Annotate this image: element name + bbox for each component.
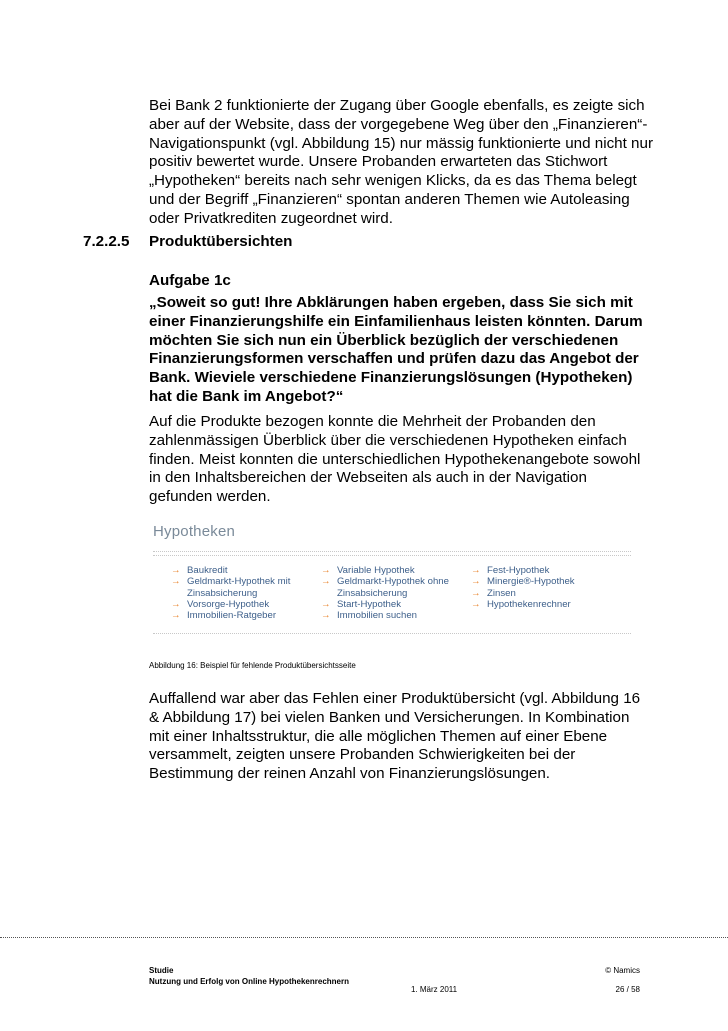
figure-column	[169, 565, 319, 621]
figure-link-hypothekenrechner[interactable]: → Hypothekenrechner	[471, 598, 571, 610]
closing-paragraph	[149, 690, 649, 784]
figure-divider	[153, 551, 631, 552]
arrow-right-icon: →	[321, 610, 331, 622]
arrow-right-icon: →	[171, 576, 181, 588]
footer-subtitle: Nutzung und Erfolg von Online Hypothekenrechnern	[149, 977, 350, 986]
arrow-right-icon: →	[471, 587, 481, 599]
figure-link-start[interactable]: → Start-Hypothek	[321, 598, 401, 610]
section-number: 7.2.2.5	[83, 233, 130, 250]
text-line: Bank. Wieviele verschiedene Finanzierungslösungen (Hypotheken)	[149, 369, 633, 387]
arrow-right-icon: →	[321, 598, 331, 610]
arrow-right-icon: →	[321, 576, 331, 588]
figure-link-sub[interactable]: Zinsabsicherung	[337, 587, 408, 599]
text-line: & Abbildung 17) bei vielen Banken und Versicherungen. In Kombination	[149, 708, 630, 726]
arrow-right-icon: →	[171, 598, 181, 610]
text-line: in den Inhaltsbereichen der Webseiten als auch in der Navigation	[149, 469, 587, 487]
text-line: möchten Sie sich nun ein Überblick bezüglich der verschiedenen	[149, 331, 619, 349]
text-line: und der Begriff „Finanzieren“ spontan anderen Themen wie Autoleasing	[149, 190, 630, 208]
figure-link-fest[interactable]: → Fest-Hypothek	[471, 565, 550, 576]
figure-caption: Abbildung 16: Beispiel für fehlende Produktübersichtsseite	[149, 661, 356, 670]
arrow-right-icon: →	[471, 576, 481, 588]
text-line: Auffallend war aber das Fehlen einer Produktübersicht (vgl. Abbildung 16	[149, 690, 641, 707]
text-line: Bestimmung der reinen Anzahl von Finanzierungslösungen.	[149, 765, 551, 783]
text-line: finden. Meist konnten die unterschiedlichen Hypothekenangebote sowohl	[149, 450, 641, 468]
task-quote	[149, 294, 649, 407]
text-line: positiv bewertet wurde. Unsere Probanden erwarteten das Stichwort	[149, 153, 608, 171]
text-line: gefunden werden.	[149, 488, 271, 506]
figure-link-zinsen[interactable]: → Zinsen	[471, 587, 516, 599]
figure-link-sub[interactable]: Zinsabsicherung	[187, 587, 258, 599]
arrow-right-icon: →	[171, 610, 181, 622]
intro-paragraph	[149, 97, 654, 229]
text-line: mit einer Inhaltsstruktur, die alle möglichen Themen auf einer Ebene	[149, 727, 608, 745]
arrow-right-icon: →	[321, 565, 331, 576]
text-line: Auf die Produkte bezogen konnte die Mehrheit der Probanden den	[149, 413, 596, 430]
text-line: oder Privatkrediten zugeordnet wird.	[149, 209, 393, 227]
text-line: „Soweit so gut! Ihre Abklärungen haben ergeben, dass Sie sich mit	[149, 294, 633, 311]
figure-link-geldmarkt-mit[interactable]: → Geldmarkt-Hypothek mit	[171, 576, 291, 588]
task-label: Aufgabe 1c	[149, 272, 231, 289]
figure-link-minergie[interactable]: → Minergie®-Hypothek	[471, 576, 575, 588]
figure-link-variable[interactable]: → Variable Hypothek	[321, 565, 415, 576]
footer-divider	[0, 937, 728, 938]
figure-divider	[153, 555, 631, 556]
arrow-right-icon: →	[471, 565, 481, 576]
text-line: aber auf der Website, dass der vorgegebene Weg über den „Finanzieren“-	[149, 115, 648, 133]
figure-link-geldmarkt-ohne[interactable]: → Geldmarkt-Hypothek ohne	[321, 576, 449, 588]
figure-link-vorsorge[interactable]: → Vorsorge-Hypothek	[171, 598, 270, 610]
figure-link-baukredit[interactable]: → Baukredit	[171, 565, 228, 576]
footer-copyright: © Namics	[605, 966, 640, 975]
text-line: Bei Bank 2 funktionierte der Zugang über Google ebenfalls, es zeigte sich	[149, 97, 645, 114]
figure-title: Hypotheken	[153, 523, 236, 540]
section-title: Produktübersichten	[149, 233, 293, 250]
footer-page-number: 26 / 58	[615, 985, 640, 994]
footer-studie: Studie	[149, 966, 174, 975]
text-line: einer Finanzierungshilfe ein Einfamilienhaus leisten könnten. Darum	[149, 312, 643, 330]
figure-column	[469, 565, 619, 610]
figure-divider	[153, 633, 631, 634]
text-line: „Hypotheken“ bereits nach sehr wenigen Klicks, da es das Thema belegt	[149, 172, 637, 190]
figure-hypotheken-screenshot	[149, 515, 634, 645]
figure-link-immobilien-suchen[interactable]: → Immobilien suchen	[321, 610, 417, 622]
text-line: Finanzierungsformen verschaffen und prüfen dazu das Angebot der	[149, 350, 639, 368]
arrow-right-icon: →	[171, 565, 181, 576]
text-line: versammelt, zeigten unsere Probanden Schwierigkeiten bei der	[149, 746, 576, 764]
arrow-right-icon: →	[471, 598, 481, 610]
body-paragraph	[149, 413, 649, 507]
text-line: Navigationspunkt (vgl. Abbildung 15) nur mässig funktionierte und nicht nur	[149, 134, 654, 152]
text-line: hat die Bank im Angebot?“	[149, 387, 344, 405]
figure-column	[319, 565, 469, 621]
footer-date: 1. März 2011	[411, 985, 458, 994]
figure-link-immobilien-ratgeber[interactable]: → Immobilien-Ratgeber	[171, 610, 277, 622]
text-line: zahlenmässigen Überblick über die verschiedenen Hypotheken einfach	[149, 431, 627, 449]
